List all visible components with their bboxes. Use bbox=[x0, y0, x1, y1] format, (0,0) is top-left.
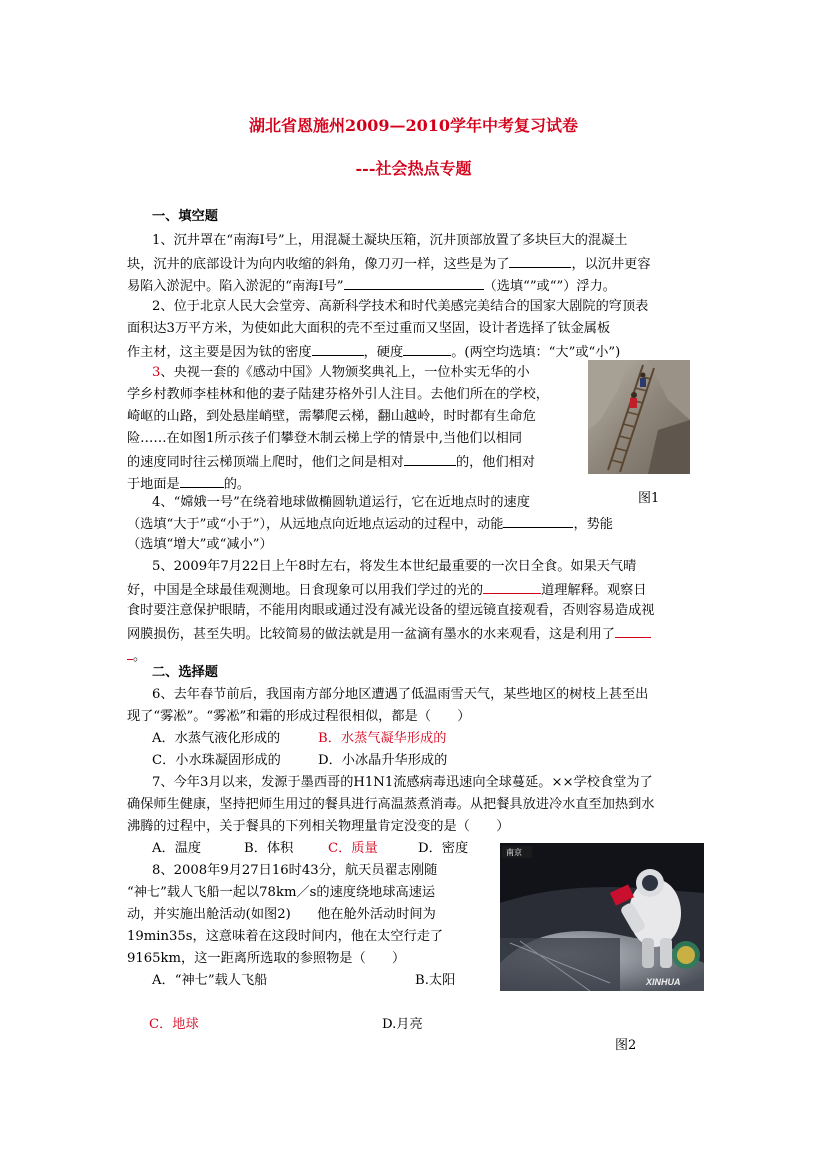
q6-option-b: B．水蒸气凝华形成的 bbox=[318, 731, 447, 746]
q3-line6: 于地面是 的。 bbox=[127, 473, 250, 495]
page-subtitle: ---社会热点专题 bbox=[355, 159, 472, 178]
q1-line1: 1、沉井罩在“南海Ⅰ号”上，用混凝土凝块压箱，沉井顶部放置了多块巨大的混凝土 bbox=[152, 233, 628, 248]
q8-line4: 19min35s，这意味着在这段时间内，他在太空行走了 bbox=[127, 929, 444, 944]
astronaut-spacewalk-image bbox=[500, 843, 704, 991]
q8-line5: 9165km，这一距离所选取的参照物是（ ） bbox=[127, 951, 406, 966]
q7-line3: 沸腾的过程中，关于餐具的下列相关物理量肯定没变的是（ ） bbox=[127, 819, 510, 834]
figure1-photo bbox=[588, 360, 690, 474]
q8-option-b: B.太阳 bbox=[415, 973, 456, 988]
cliff-ladder-image bbox=[588, 360, 690, 474]
q3-line4: 险……在如图1所示孩子们攀登木制云梯上学的情景中,当他们以相同 bbox=[127, 431, 523, 446]
q8-line3: 动，并实施出舱活动(如图2) 他在舱外活动时间为 bbox=[127, 907, 436, 922]
answer-blank[interactable] bbox=[180, 473, 224, 488]
q3-line3: 崎岖的山路，到处悬崖峭壁，需攀爬云梯，翻山越岭，时时都有生命危 bbox=[127, 409, 536, 424]
q5-line3: 食时要注意保护眼睛，不能用肉眼或通过没有减光设备的望远镜直接观看，否则容易造成视 bbox=[127, 603, 655, 618]
q6-line1: 6、去年春节前后，我国南方部分地区遭遇了低温雨雪天气，某些地区的树枝上甚至出 bbox=[152, 687, 649, 702]
q1-line3: 易陷入淤泥中。陷入淤泥的“南海Ⅰ号” （选填“”或“”）浮力。 bbox=[127, 275, 616, 297]
section-heading-fill: 一、填空题 bbox=[152, 209, 218, 224]
q4-line2: （选填“大于”或“小于”），从远地点向近地点运动的过程中，动能 ，势能 bbox=[127, 513, 613, 535]
q7-line1: 7、今年3月以来，发源于墨西哥的H1N1流感病毒迅速向全球蔓延。××学校食堂为了 bbox=[152, 775, 653, 790]
answer-blank[interactable] bbox=[615, 623, 651, 638]
q5-line2: 好，中国是全球最佳观测地。日食现象可以用我们学过的光的 道理解释。观察日 bbox=[127, 579, 647, 601]
q6-option-a: A．水蒸气液化形成的 bbox=[152, 731, 281, 746]
answer-blank[interactable] bbox=[404, 451, 456, 466]
q7-option-a: A．温度 bbox=[152, 841, 202, 856]
q5-line5: 。 bbox=[127, 645, 146, 667]
answer-blank[interactable] bbox=[312, 341, 364, 356]
figure2-caption: 图2 bbox=[615, 1038, 637, 1053]
q6-option-d: D．小冰晶升华形成的 bbox=[318, 753, 448, 768]
figure2-photo bbox=[500, 843, 704, 991]
q3-line5: 的速度同时往云梯顶端上爬时，他们之间是相对 的，他们相对 bbox=[127, 451, 535, 473]
q7-option-c: C．质量 bbox=[328, 841, 378, 856]
q2-line2: 面积达3万平方米，为使如此大面积的壳不至过重而又坚固，设计者选择了钛金属板 bbox=[127, 321, 611, 336]
q1-line2: 块，沉井的底部设计为向内收缩的斜角，像刀刃一样，这些是为了 ，以沉井更容 bbox=[127, 253, 651, 275]
q8-option-a: A．“神七”载人飞船 bbox=[152, 973, 268, 988]
q8-line1: 8、2008年9月27日16时43分，航天员翟志刚随 bbox=[152, 863, 438, 878]
xinhua-watermark: XINHUA bbox=[646, 977, 681, 987]
photo-tag: 南京 bbox=[506, 848, 522, 857]
figure1-caption: 图1 bbox=[638, 491, 660, 506]
answer-blank[interactable] bbox=[509, 253, 571, 268]
q8-line2: “神七”载人飞船一起以78km／s的速度绕地球高速运 bbox=[127, 885, 436, 900]
q3-line2: 学乡村教师李桂林和他的妻子陆建芬格外引人注目。去他们所在的学校， bbox=[127, 387, 549, 402]
q7-option-d: D．密度 bbox=[418, 841, 469, 856]
q4-line3: （选填“增大”或“减小”） bbox=[127, 537, 273, 552]
q5-line1: 5、2009年7月22日上午8时左右，将发生本世纪最重要的一次日全食。如果天气晴 bbox=[152, 559, 637, 574]
q6-line2: 现了“雾凇”。“雾凇”和霜的形成过程很相似，都是（ ） bbox=[127, 709, 471, 724]
answer-blank[interactable] bbox=[403, 341, 451, 356]
q3-line1: 3、央视一套的《感动中国》人物颁奖典礼上，一位朴实无华的小 bbox=[152, 365, 530, 380]
q5-line4: 网膜损伤，甚至失明。比较简易的做法就是用一盆滴有墨水的水来观看，这是利用了 bbox=[127, 623, 651, 645]
q2-line3: 作主材，这主要是因为钛的密度 ，硬度 。(两空均选填：“大”或“小”) bbox=[127, 341, 620, 363]
q2-line1: 2、位于北京人民大会堂旁、高新科学技术和时代美感完美结合的国家大剧院的穹顶表 bbox=[152, 299, 649, 314]
q8-option-d: D.月亮 bbox=[382, 1017, 423, 1032]
answer-blank[interactable] bbox=[503, 513, 573, 528]
answer-blank[interactable] bbox=[344, 275, 484, 290]
page-title: 湖北省恩施州2009—2010学年中考复习试卷 bbox=[248, 116, 579, 135]
q7-option-b: B．体积 bbox=[244, 841, 294, 856]
q7-line2: 确保师生健康，坚持把师生用过的餐具进行高温蒸煮消毒。从把餐具放进冷水直至加热到水 bbox=[127, 797, 655, 812]
q6-option-c: C．小水珠凝固形成的 bbox=[152, 753, 281, 768]
section-heading-choice: 二、选择题 bbox=[152, 665, 218, 680]
q4-line1: 4、“嫦娥一号”在绕着地球做椭圆轨道运行，它在近地点时的速度 bbox=[152, 495, 530, 510]
q8-option-c: C．地球 bbox=[149, 1017, 199, 1032]
answer-blank[interactable] bbox=[483, 579, 541, 594]
